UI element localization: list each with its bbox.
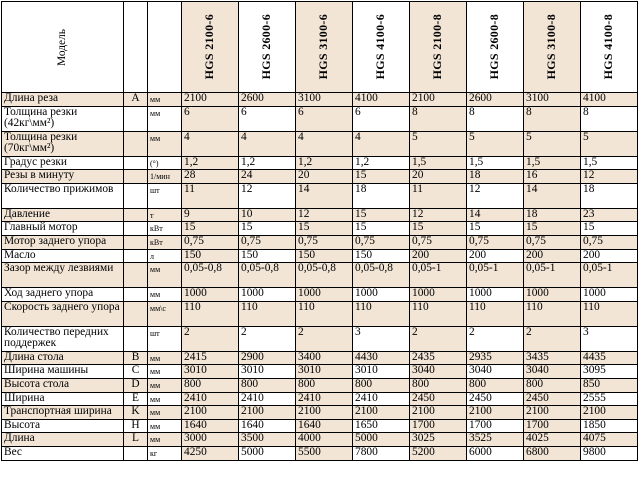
value-cell: 5000 [239, 446, 296, 460]
unit-cell: л [148, 249, 182, 263]
unit-cell: (°) [148, 156, 182, 170]
table-row [2, 419, 638, 433]
value-cell: 150 [239, 249, 296, 263]
value-cell: 110 [524, 301, 581, 326]
table-row [2, 156, 638, 170]
value-cell: 150 [182, 249, 239, 263]
value-cell: 1000 [467, 288, 524, 302]
value-cell: 15 [296, 222, 353, 236]
parameter-name-cell: Ширина машины [2, 365, 124, 379]
table-row [2, 365, 638, 379]
value-cell: 14 [296, 183, 353, 208]
value-cell: 110 [467, 301, 524, 326]
dimension-letter-cell [124, 288, 148, 302]
parameter-name-cell: Скорость заднего упора [2, 301, 124, 326]
spec-table-body [2, 93, 638, 461]
value-cell: 4 [239, 131, 296, 156]
value-cell: 1,2 [296, 156, 353, 170]
dimension-letter-cell [124, 326, 148, 351]
parameter-name-cell: Вес [2, 446, 124, 460]
dimension-letter-cell: K [124, 406, 148, 420]
model-column-header: HGS 2600-8 [467, 2, 524, 93]
value-cell: 6 [353, 106, 410, 131]
unit-cell: мм [148, 365, 182, 379]
value-cell: 5 [467, 131, 524, 156]
value-cell: 12 [467, 183, 524, 208]
dimension-letter-cell: B [124, 351, 148, 365]
value-cell: 2 [182, 326, 239, 351]
parameter-name-cell: Главный мотор [2, 222, 124, 236]
unit-cell: мм [148, 433, 182, 447]
value-cell: 1000 [410, 288, 467, 302]
value-cell: 2100 [239, 406, 296, 420]
value-cell: 800 [410, 378, 467, 392]
value-cell: 4 [182, 131, 239, 156]
value-cell: 6 [239, 106, 296, 131]
dimension-letter-cell: E [124, 392, 148, 406]
value-cell: 4100 [581, 93, 638, 107]
table-row [2, 378, 638, 392]
value-cell: 5000 [353, 433, 410, 447]
letter-header-cell [124, 2, 148, 93]
header-row [2, 2, 638, 93]
value-cell: 20 [296, 170, 353, 184]
value-cell: 18 [581, 183, 638, 208]
value-cell: 3500 [239, 433, 296, 447]
value-cell: 0,05-0,8 [239, 263, 296, 288]
model-column-header: HGS 3100-8 [524, 2, 581, 93]
value-cell: 1700 [467, 419, 524, 433]
value-cell: 110 [410, 301, 467, 326]
dimension-letter-cell [124, 156, 148, 170]
model-column-header: HGS 4100-8 [581, 2, 638, 93]
value-cell: 0,75 [581, 235, 638, 249]
value-cell: 5500 [296, 446, 353, 460]
value-cell: 15 [524, 222, 581, 236]
value-cell: 2450 [524, 392, 581, 406]
value-cell: 110 [239, 301, 296, 326]
value-cell: 2415 [182, 351, 239, 365]
value-cell: 3525 [467, 433, 524, 447]
value-cell: 2100 [296, 406, 353, 420]
parameter-name-cell: Длина реза [2, 93, 124, 107]
value-cell: 15 [239, 222, 296, 236]
value-cell: 3100 [524, 93, 581, 107]
unit-cell: мм\с [148, 301, 182, 326]
value-cell: 10 [239, 208, 296, 222]
value-cell: 4075 [581, 433, 638, 447]
model-column-header: HGS 2600-6 [239, 2, 296, 93]
value-cell: 800 [182, 378, 239, 392]
value-cell: 2 [296, 326, 353, 351]
unit-cell: т [148, 208, 182, 222]
value-cell: 3000 [182, 433, 239, 447]
value-cell: 800 [524, 378, 581, 392]
value-cell: 2100 [182, 406, 239, 420]
dimension-letter-cell [124, 235, 148, 249]
value-cell: 0,05-0,8 [182, 263, 239, 288]
value-cell: 1650 [353, 419, 410, 433]
value-cell: 1640 [182, 419, 239, 433]
value-cell: 0,75 [524, 235, 581, 249]
dimension-letter-cell [124, 222, 148, 236]
parameter-name-cell: Высота стола [2, 378, 124, 392]
value-cell: 200 [524, 249, 581, 263]
value-cell: 3095 [581, 365, 638, 379]
unit-cell: мм [148, 263, 182, 288]
unit-cell: мм [148, 406, 182, 420]
unit-cell: 1/мин [148, 170, 182, 184]
value-cell: 0,75 [467, 235, 524, 249]
parameter-name-cell: Транспортная ширина [2, 406, 124, 420]
value-cell: 3400 [296, 351, 353, 365]
value-cell: 0,05-1 [410, 263, 467, 288]
value-cell: 9800 [581, 446, 638, 460]
table-row [2, 235, 638, 249]
value-cell: 4430 [353, 351, 410, 365]
value-cell: 3025 [410, 433, 467, 447]
value-cell: 800 [239, 378, 296, 392]
spec-table [1, 1, 638, 461]
dimension-letter-cell [124, 170, 148, 184]
value-cell: 4435 [581, 351, 638, 365]
value-cell: 2600 [239, 93, 296, 107]
dimension-letter-cell [124, 446, 148, 460]
value-cell: 1640 [296, 419, 353, 433]
dimension-letter-cell: H [124, 419, 148, 433]
value-cell: 0,05-0,8 [353, 263, 410, 288]
dimension-letter-cell [124, 249, 148, 263]
value-cell: 4000 [296, 433, 353, 447]
value-cell: 15 [353, 170, 410, 184]
value-cell: 2100 [410, 406, 467, 420]
table-row [2, 183, 638, 208]
value-cell: 800 [296, 378, 353, 392]
value-cell: 18 [467, 170, 524, 184]
value-cell: 14 [467, 208, 524, 222]
model-column-header: HGS 2100-6 [182, 2, 239, 93]
dimension-letter-cell [124, 131, 148, 156]
value-cell: 1,2 [353, 156, 410, 170]
value-cell: 2100 [182, 93, 239, 107]
table-row [2, 249, 638, 263]
table-row [2, 263, 638, 288]
value-cell: 12 [296, 208, 353, 222]
value-cell: 4250 [182, 446, 239, 460]
value-cell: 3010 [353, 365, 410, 379]
value-cell: 11 [410, 183, 467, 208]
parameter-name-cell: Давление [2, 208, 124, 222]
value-cell: 15 [353, 208, 410, 222]
table-row [2, 106, 638, 131]
value-cell: 6800 [524, 446, 581, 460]
value-cell: 2935 [467, 351, 524, 365]
value-cell: 0,75 [296, 235, 353, 249]
value-cell: 6 [182, 106, 239, 131]
value-cell: 150 [296, 249, 353, 263]
value-cell: 1000 [353, 288, 410, 302]
value-cell: 4 [296, 131, 353, 156]
value-cell: 24 [239, 170, 296, 184]
unit-header-cell [148, 2, 182, 93]
value-cell: 12 [410, 208, 467, 222]
table-row [2, 446, 638, 460]
model-header-cell [2, 2, 124, 93]
value-cell: 4100 [353, 93, 410, 107]
unit-cell: мм [148, 131, 182, 156]
value-cell: 2410 [353, 392, 410, 406]
value-cell: 15 [581, 222, 638, 236]
value-cell: 1,5 [581, 156, 638, 170]
value-cell: 110 [182, 301, 239, 326]
value-cell: 3040 [467, 365, 524, 379]
dimension-letter-cell [124, 301, 148, 326]
value-cell: 1000 [524, 288, 581, 302]
value-cell: 2100 [467, 406, 524, 420]
parameter-name-cell: Длина стола [2, 351, 124, 365]
dimension-letter-cell [124, 106, 148, 131]
value-cell: 18 [353, 183, 410, 208]
value-cell: 2450 [467, 392, 524, 406]
value-cell: 2410 [182, 392, 239, 406]
value-cell: 3010 [182, 365, 239, 379]
value-cell: 15 [467, 222, 524, 236]
unit-cell: мм [148, 106, 182, 131]
dimension-letter-cell: A [124, 93, 148, 107]
unit-cell: мм [148, 351, 182, 365]
table-row [2, 131, 638, 156]
value-cell: 1,5 [467, 156, 524, 170]
value-cell: 20 [410, 170, 467, 184]
value-cell: 5 [410, 131, 467, 156]
value-cell: 15 [182, 222, 239, 236]
value-cell: 200 [467, 249, 524, 263]
parameter-name-cell: Толщина резки (70кг\мм²) [2, 131, 124, 156]
value-cell: 2450 [410, 392, 467, 406]
parameter-name-cell: Масло [2, 249, 124, 263]
unit-cell: мм [148, 288, 182, 302]
dimension-letter-cell: C [124, 365, 148, 379]
value-cell: 1,2 [182, 156, 239, 170]
value-cell: 2555 [581, 392, 638, 406]
value-cell: 3100 [296, 93, 353, 107]
parameter-name-cell: Резы в минуту [2, 170, 124, 184]
value-cell: 5 [581, 131, 638, 156]
value-cell: 0,75 [410, 235, 467, 249]
value-cell: 2600 [467, 93, 524, 107]
dimension-letter-cell: D [124, 378, 148, 392]
value-cell: 2 [239, 326, 296, 351]
value-cell: 7800 [353, 446, 410, 460]
value-cell: 800 [353, 378, 410, 392]
parameter-name-cell: Градус резки [2, 156, 124, 170]
table-row [2, 326, 638, 351]
value-cell: 23 [581, 208, 638, 222]
value-cell: 14 [524, 183, 581, 208]
unit-cell: шт [148, 326, 182, 351]
unit-cell: мм [148, 419, 182, 433]
unit-cell: мм [148, 392, 182, 406]
value-cell: 0,05-1 [581, 263, 638, 288]
value-cell: 3435 [524, 351, 581, 365]
parameter-name-cell: Количество передних поддержек [2, 326, 124, 351]
value-cell: 2100 [581, 406, 638, 420]
value-cell: 1850 [581, 419, 638, 433]
value-cell: 850 [581, 378, 638, 392]
value-cell: 18 [524, 208, 581, 222]
table-row [2, 170, 638, 184]
model-column-header: HGS 4100-6 [353, 2, 410, 93]
value-cell: 11 [182, 183, 239, 208]
table-row [2, 288, 638, 302]
value-cell: 1000 [296, 288, 353, 302]
value-cell: 12 [581, 170, 638, 184]
value-cell: 4025 [524, 433, 581, 447]
parameter-name-cell: Ширина [2, 392, 124, 406]
value-cell: 2100 [353, 406, 410, 420]
value-cell: 15 [410, 222, 467, 236]
unit-cell: мм [148, 378, 182, 392]
table-row [2, 392, 638, 406]
value-cell: 110 [353, 301, 410, 326]
table-row [2, 406, 638, 420]
model-column-header: HGS 3100-6 [296, 2, 353, 93]
value-cell: 1000 [182, 288, 239, 302]
value-cell: 1640 [239, 419, 296, 433]
value-cell: 28 [182, 170, 239, 184]
value-cell: 1700 [410, 419, 467, 433]
value-cell: 12 [239, 183, 296, 208]
value-cell: 8 [581, 106, 638, 131]
dimension-letter-cell [124, 183, 148, 208]
parameter-name-cell: Зазор между лезвиями [2, 263, 124, 288]
value-cell: 3010 [296, 365, 353, 379]
value-cell: 3040 [410, 365, 467, 379]
unit-cell: кВт [148, 235, 182, 249]
value-cell: 0,75 [182, 235, 239, 249]
value-cell: 5 [524, 131, 581, 156]
value-cell: 110 [581, 301, 638, 326]
value-cell: 3040 [524, 365, 581, 379]
value-cell: 9 [182, 208, 239, 222]
unit-cell: мм [148, 93, 182, 107]
table-row [2, 222, 638, 236]
value-cell: 0,75 [239, 235, 296, 249]
value-cell: 2410 [239, 392, 296, 406]
parameter-name-cell: Длина [2, 433, 124, 447]
value-cell: 0,75 [353, 235, 410, 249]
value-cell: 3 [581, 326, 638, 351]
value-cell: 16 [524, 170, 581, 184]
value-cell: 1700 [524, 419, 581, 433]
value-cell: 0,05-1 [524, 263, 581, 288]
value-cell: 6000 [467, 446, 524, 460]
value-cell: 2100 [410, 93, 467, 107]
value-cell: 2100 [524, 406, 581, 420]
value-cell: 1,2 [239, 156, 296, 170]
value-cell: 1000 [239, 288, 296, 302]
value-cell: 2 [467, 326, 524, 351]
value-cell: 3 [353, 326, 410, 351]
parameter-name-cell: Ход заднего упора [2, 288, 124, 302]
value-cell: 8 [410, 106, 467, 131]
value-cell: 0,05-1 [467, 263, 524, 288]
value-cell: 0,05-0,8 [296, 263, 353, 288]
value-cell: 3010 [239, 365, 296, 379]
parameter-name-cell: Высота [2, 419, 124, 433]
value-cell: 2 [524, 326, 581, 351]
value-cell: 8 [467, 106, 524, 131]
value-cell: 1000 [581, 288, 638, 302]
value-cell: 4 [353, 131, 410, 156]
unit-cell: кг [148, 446, 182, 460]
parameter-name-cell: Толщина резки (42кг\мм²) [2, 106, 124, 131]
dimension-letter-cell [124, 208, 148, 222]
table-row [2, 351, 638, 365]
table-row [2, 301, 638, 326]
value-cell: 200 [410, 249, 467, 263]
value-cell: 200 [581, 249, 638, 263]
value-cell: 1,5 [524, 156, 581, 170]
value-cell: 2435 [410, 351, 467, 365]
value-cell: 2 [410, 326, 467, 351]
table-row [2, 433, 638, 447]
value-cell: 1,5 [410, 156, 467, 170]
table-row [2, 208, 638, 222]
model-header-label: Модель [55, 28, 68, 66]
dimension-letter-cell: L [124, 433, 148, 447]
parameter-name-cell: Количество прижимов [2, 183, 124, 208]
dimension-letter-cell [124, 263, 148, 288]
value-cell: 6 [296, 106, 353, 131]
table-row [2, 93, 638, 107]
parameter-name-cell: Мотор заднего упора [2, 235, 124, 249]
value-cell: 800 [467, 378, 524, 392]
value-cell: 15 [353, 222, 410, 236]
value-cell: 2900 [239, 351, 296, 365]
unit-cell: шт [148, 183, 182, 208]
model-column-header: HGS 2100-8 [410, 2, 467, 93]
unit-cell: кВт [148, 222, 182, 236]
value-cell: 5200 [410, 446, 467, 460]
value-cell: 2410 [296, 392, 353, 406]
value-cell: 8 [524, 106, 581, 131]
value-cell: 150 [353, 249, 410, 263]
value-cell: 110 [296, 301, 353, 326]
